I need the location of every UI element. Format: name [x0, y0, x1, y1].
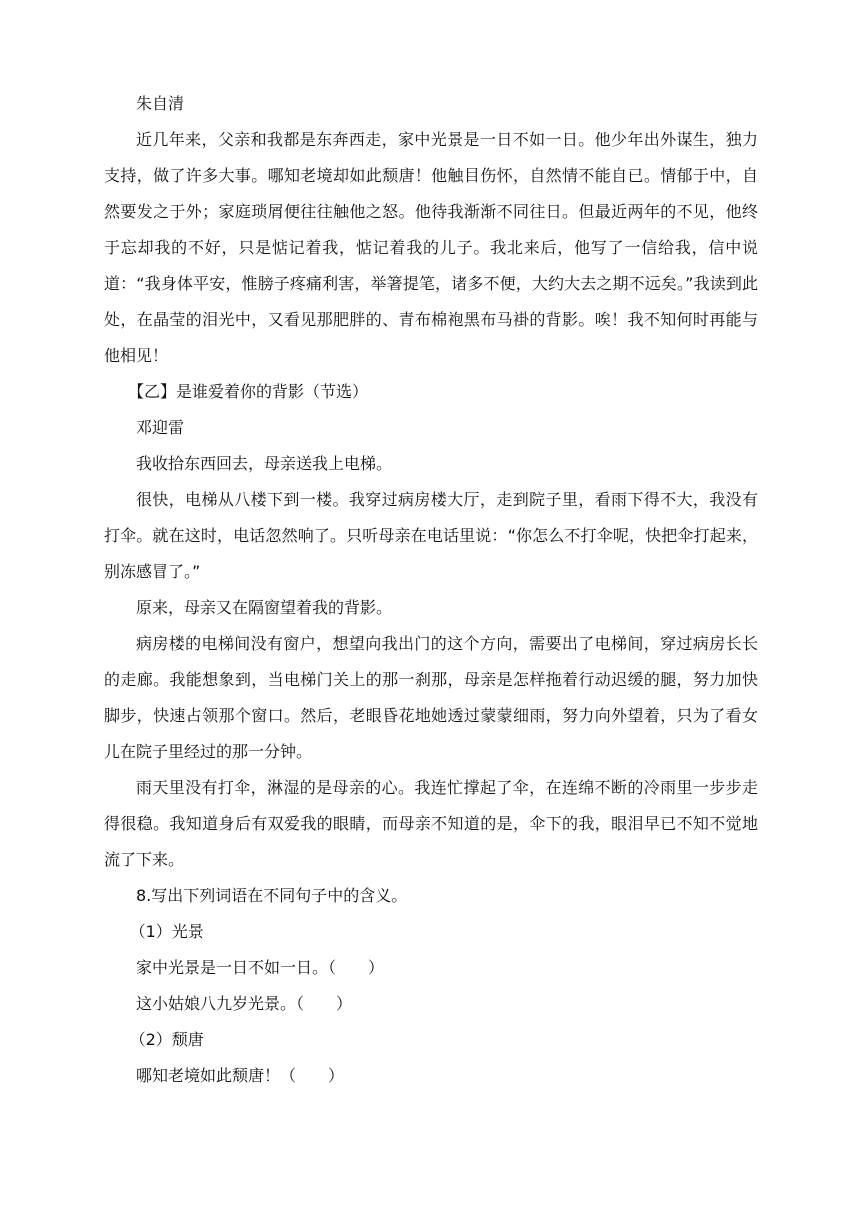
passage2-title: 【乙】是谁爱着你的背影（节选）	[128, 382, 369, 401]
question-item-1-sentence-1: 家中光景是一日不如一日。（ ）	[136, 958, 385, 977]
document-content	[104, 86, 758, 1094]
question-item-1-sentence-2: 这小姑娘八九岁光景。（ ）	[136, 994, 353, 1013]
passage2-paragraph-1: 我收拾东西回去，母亲送我上电梯。	[136, 454, 393, 473]
question-item-1-label: （1）光景	[129, 922, 204, 941]
passage2-author: 邓迎雷	[136, 418, 185, 437]
passage1-paragraph: 近几年来，父亲和我都是东奔西走，家中光景是一日不如一日。他少年出外谋生，独力支持，做了许多大事。哪知老境却如此颓唐！他触目伤怀，自然情不能自已。情郁于中，自然要发之于外；家庭琐屑便往往触他之怒。他待我渐渐不同往日。但最近两年的不见，他终于忘却我的不好，只是惦记着我，惦记着我的儿子。我北来后，他写了一信给我，信中说道：“我身体平安，惟膀子疼痛利害，举箸提笔，诸多不便，大约大去之期不远矣。”我读到此处，在晶莹的泪光中，又看见那肥胖的、青布棉袍黑布马褂的背影。唉！我不知何时再能与他相见！	[104, 130, 758, 365]
passage2-paragraph-2: 很快，电梯从八楼下到一楼。我穿过病房楼大厅，走到院子里，看雨下得不大，我没有打伞。就在这时，电话忽然响了。只听母亲在电话里说：“你怎么不打伞呢，快把伞打起来，别冻感冒了。”	[104, 490, 758, 581]
question-stem: 8.写出下列词语在不同句子中的含义。	[136, 886, 408, 905]
passage2-paragraph-3: 原来，母亲又在隔窗望着我的背影。	[136, 598, 393, 617]
question-item-2-sentence-1: 哪知老境如此颓唐！（ ）	[136, 1066, 345, 1085]
question-item-2-label: （2）颓唐	[129, 1030, 204, 1049]
passage1-author: 朱自清	[136, 94, 185, 113]
passage2-paragraph-4: 病房楼的电梯间没有窗户，想望向我出门的这个方向，需要出了电梯间，穿过病房长长的走廊。我能想象到，当电梯门关上的那一刹那，母亲是怎样拖着行动迟缓的腿，努力加快脚步，快速占领那个窗口。然后，老眼昏花地她透过蒙蒙细雨，努力向外望着，只为了看女儿在院子里经过的那一分钟。	[104, 634, 758, 761]
passage2-paragraph-5: 雨天里没有打伞，淋湿的是母亲的心。我连忙撑起了伞，在连绵不断的冷雨里一步步走得很稳。我知道身后有双爱我的眼睛，而母亲不知道的是，伞下的我，眼泪早已不知不觉地流了下来。	[104, 778, 758, 869]
